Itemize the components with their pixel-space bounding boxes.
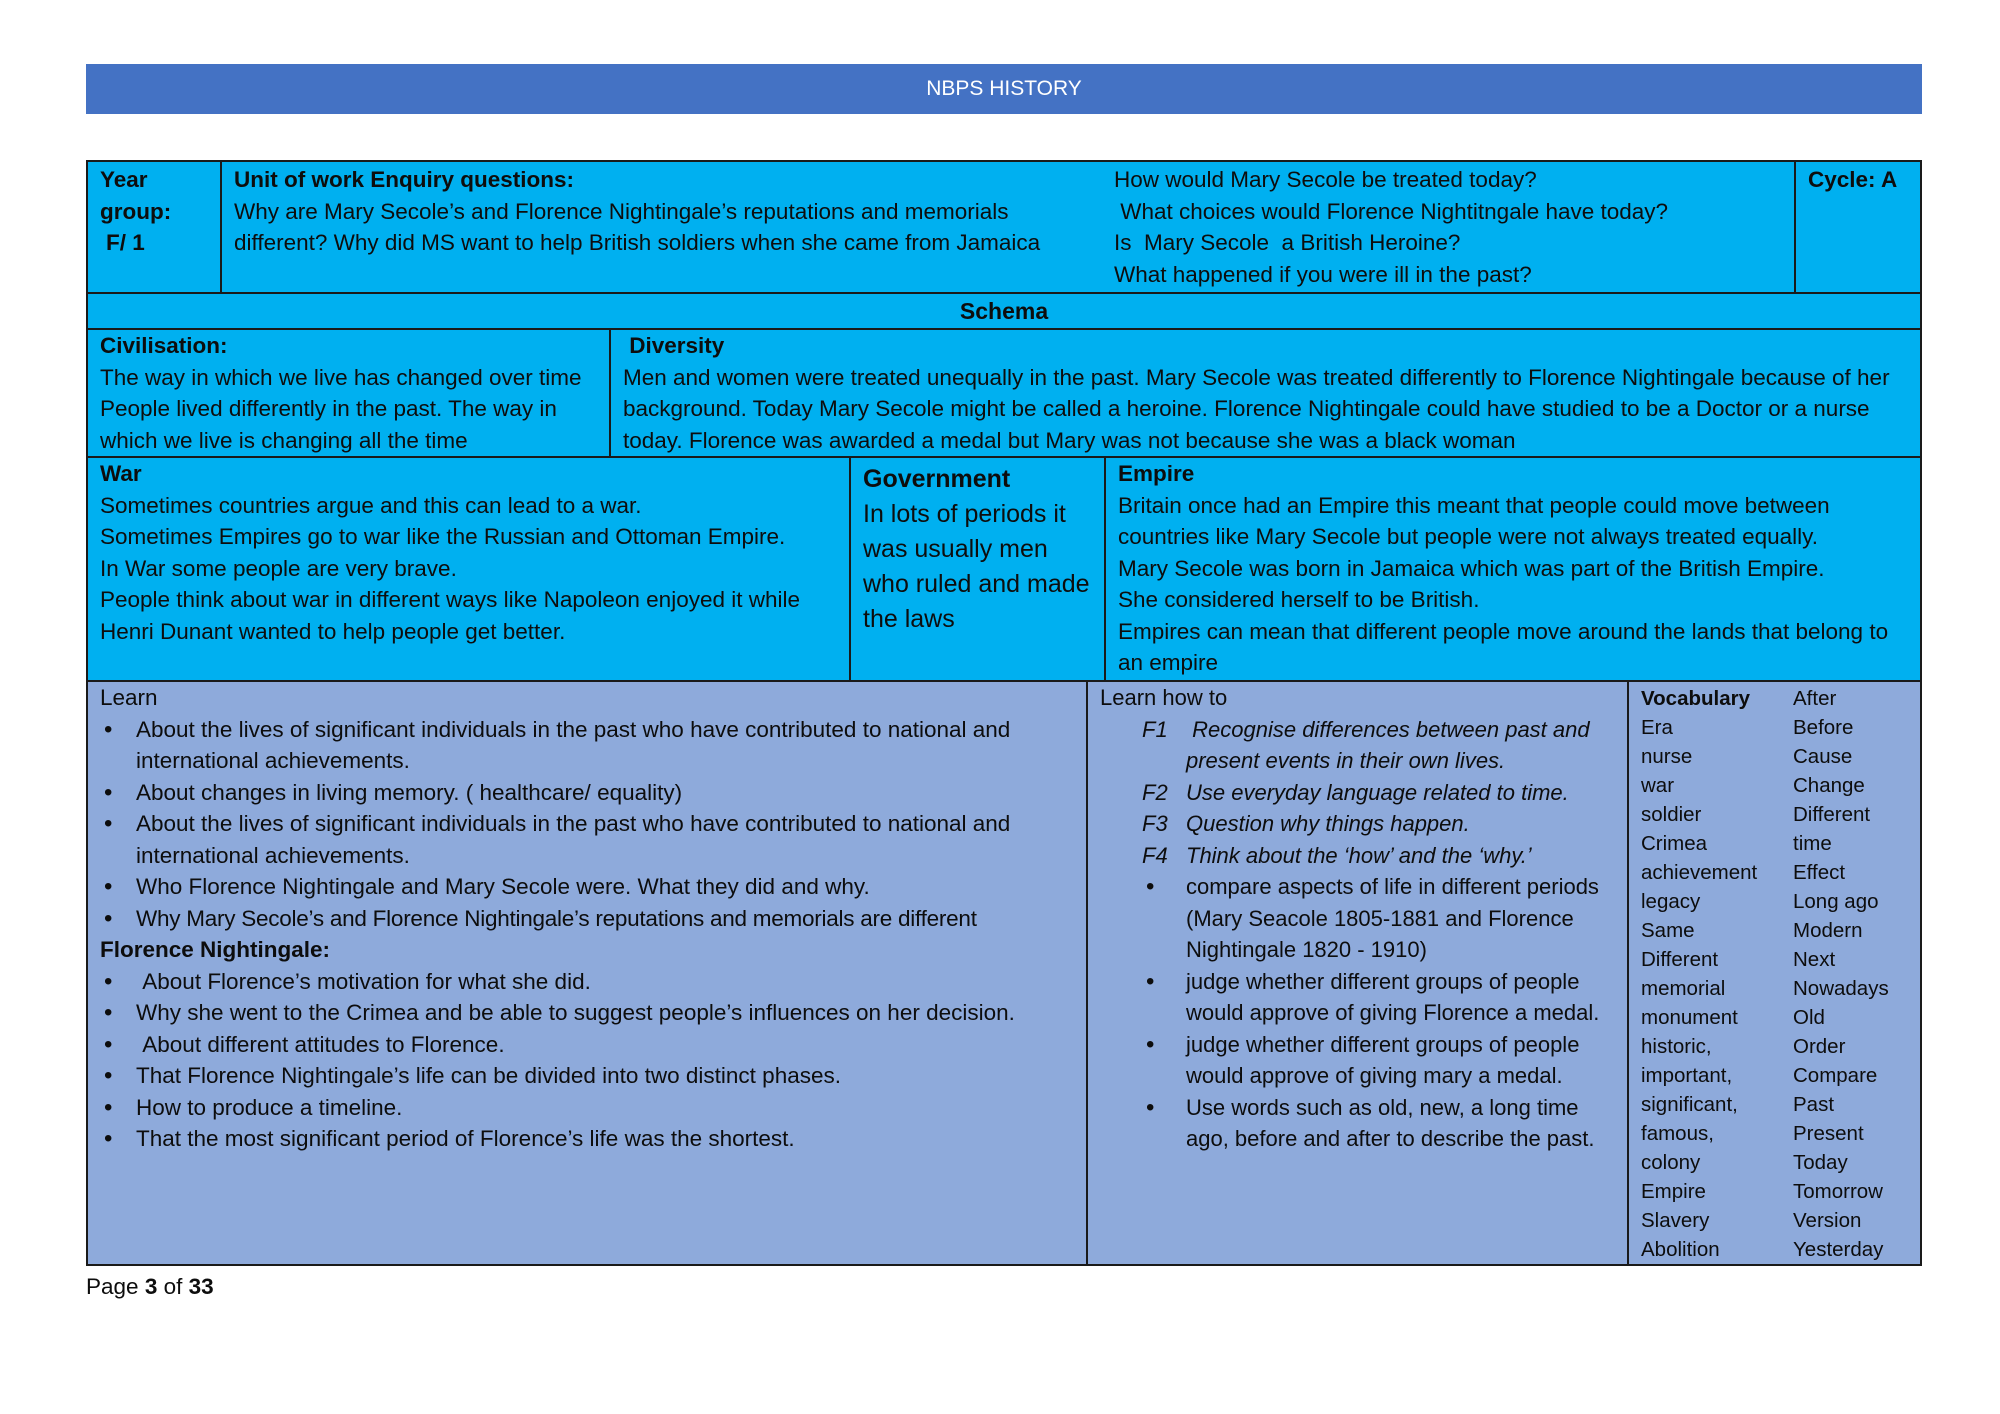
curriculum-table <box>86 160 1922 1266</box>
year-group-cell <box>88 162 220 292</box>
vocabulary-word: nurse <box>1641 745 1693 768</box>
learn-heading: Learn <box>100 685 158 710</box>
vocabulary-word: Long ago <box>1793 890 1879 913</box>
vocabulary-word: Abolition <box>1641 1238 1720 1261</box>
government-cell <box>849 456 1104 680</box>
unit-of-work-cell <box>220 162 1794 292</box>
florence-item: • Why she went to the Crimea and be able to suggest people’s influences on her decision. <box>100 997 1074 1029</box>
empire-line: Empires can mean that different people move around the lands that belong to an empire <box>1118 618 1889 675</box>
banner-title: NBPS HISTORY <box>926 77 1082 100</box>
vocabulary-word: famous, <box>1641 1122 1714 1145</box>
war-line: Sometimes Empires go to war like the Russian and Ottoman Empire. <box>100 524 786 549</box>
vocabulary-word: Change <box>1793 774 1865 797</box>
page-footer <box>86 1272 214 1302</box>
learn-list <box>100 714 1074 935</box>
page-total: 33 <box>188 1274 214 1299</box>
vocabulary-word: Tomorrow <box>1793 1180 1883 1203</box>
government-text: In lots of periods it was usually men who ruled and made the laws <box>863 500 1090 633</box>
vocabulary-word: Order <box>1793 1035 1846 1058</box>
empire-line: Mary Secole was born in Jamaica which was part of the British Empire. <box>1118 555 1825 581</box>
empire-line: She considered herself to be British. <box>1118 587 1480 612</box>
page-word: Page <box>86 1274 139 1299</box>
cycle-cell <box>1794 162 1920 292</box>
learn-how-item: • judge whether different groups of people would approve of giving Florence a medal. <box>1142 966 1615 1029</box>
enquiry-question: What happened if you were ill in the past? <box>1114 261 1532 287</box>
vocabulary-column-2 <box>1793 684 1889 1264</box>
diversity-cell <box>609 328 1920 456</box>
vocabulary-word: After <box>1793 687 1837 710</box>
learn-how-cell <box>1086 680 1627 1264</box>
florence-item: • How to produce a timeline. <box>100 1092 1074 1124</box>
civilisation-text: The way in which we live has changed over time People lived differently in the past. The way in which we live is changing all the time <box>100 364 582 453</box>
civilisation-cell <box>88 328 609 456</box>
skill-item <box>1142 714 1615 777</box>
skill-text: Think about the ‘how’ and the ‘why.’ <box>1186 842 1532 868</box>
vocabulary-word: Today <box>1793 1151 1848 1174</box>
vocabulary-word: Modern <box>1793 919 1863 942</box>
skill-item <box>1142 777 1615 809</box>
enquiry-question: Is Mary Secole a British Heroine? <box>1114 230 1461 255</box>
unit-of-work-text: Why are Mary Secole’s and Florence Nightingale’s reputations and memorials different? Why did MS want to help British soldiers when she came from Jamaica <box>234 198 1041 255</box>
schema-title: Schema <box>959 297 1049 324</box>
learn-item: • About changes in living memory. ( healthcare/ equality) <box>100 777 1074 809</box>
learn-how-heading: Learn how to <box>1100 685 1228 710</box>
vocabulary-word: soldier <box>1641 803 1702 826</box>
vocabulary-word: Next <box>1793 948 1836 971</box>
government-heading: Government <box>863 465 1011 493</box>
florence-item: • That the most significant period of Florence’s life was the shortest. <box>100 1123 1074 1155</box>
vocabulary-word: Effect <box>1793 861 1846 884</box>
vocabulary-word: Yesterday <box>1793 1238 1884 1261</box>
vocabulary-word: achievement <box>1641 861 1758 884</box>
war-line: In War some people are very brave. <box>100 555 457 581</box>
vocabulary-column-1 <box>1641 684 1757 1264</box>
learn-how-list <box>1142 871 1615 1155</box>
vocabulary-word: legacy <box>1641 890 1701 913</box>
vocabulary-word: Past <box>1793 1093 1835 1116</box>
learn-cell <box>88 680 1086 1264</box>
vocabulary-word: war <box>1641 774 1675 797</box>
war-cell <box>88 456 849 680</box>
cycle-label: Cycle: A <box>1808 167 1898 192</box>
vocabulary-word: Empire <box>1641 1180 1706 1203</box>
learn-how-item: • Use words such as old, new, a long time ago, before and after to describe the past. <box>1142 1092 1615 1155</box>
skill-code: F1 <box>1142 716 1168 742</box>
vocabulary-cell <box>1627 680 1920 1264</box>
learn-item: • About the lives of significant individuals in the past who have contributed to national and international achievements. <box>100 808 1074 871</box>
vocabulary-word: colony <box>1641 1151 1701 1174</box>
vocabulary-word: Crimea <box>1641 832 1708 855</box>
skill-text: Recognise differences between past and present events in their own lives. <box>1186 716 1596 773</box>
vocabulary-word: Era <box>1641 716 1673 739</box>
war-line: Sometimes countries argue and this can lead to a war. <box>100 492 642 518</box>
skill-item <box>1142 840 1615 872</box>
vocabulary-heading: Vocabulary <box>1641 687 1750 710</box>
skill-text: Question why things happen. <box>1186 811 1470 836</box>
vocabulary-word: monument <box>1641 1006 1738 1029</box>
skill-item <box>1142 808 1615 840</box>
vocabulary-word: Cause <box>1793 745 1853 768</box>
diversity-heading: Diversity <box>623 333 725 358</box>
war-heading: War <box>100 461 142 486</box>
learn-item: • About the lives of significant individuals in the past who have contributed to national and international achievements. <box>100 714 1074 777</box>
diversity-text: Men and women were treated unequally in the past. Mary Secole was treated differently to Florence Nightingale because of her background. Today Mary Secole might be called a heroine. Florence Nightingale could have studied to be a Doctor or a nurse today. Florence was awarded a medal but Mary was not because she was a black woman <box>623 364 1890 453</box>
enquiry-question: How would Mary Secole be treated today? <box>1114 167 1537 192</box>
empire-line: Britain once had an Empire this meant that people could move between countries like Mary Secole but people were not always treated equally. <box>1118 492 1830 549</box>
florence-item: • About different attitudes to Florence. <box>100 1029 1074 1061</box>
skill-text: Use everyday language related to time. <box>1186 779 1569 805</box>
vocabulary-word: Nowadays <box>1793 977 1889 1000</box>
unit-of-work-label: Unit of work Enquiry questions: <box>234 167 575 192</box>
learn-item: • Who Florence Nightingale and Mary Secole were. What they did and why. <box>100 871 1074 903</box>
vocabulary-word: Version <box>1793 1209 1862 1232</box>
florence-heading: Florence Nightingale: <box>100 937 331 962</box>
empire-cell <box>1104 456 1920 680</box>
florence-item: • About Florence’s motivation for what she did. <box>100 966 1074 998</box>
page-banner <box>86 64 1922 114</box>
empire-heading: Empire <box>1118 461 1195 486</box>
vocabulary-word: Compare <box>1793 1064 1878 1087</box>
vocabulary-word: significant, <box>1641 1093 1738 1116</box>
enquiry-questions <box>1114 164 1784 290</box>
skill-code: F4 <box>1142 842 1168 868</box>
learn-item: • Why Mary Secole’s and Florence Nightingale’s reputations and memorials are different <box>100 903 1074 935</box>
of-word: of <box>163 1274 183 1299</box>
schema-heading-cell <box>88 292 1920 328</box>
enquiry-question: What choices would Florence Nightitngale have today? <box>1114 198 1669 224</box>
vocabulary-word: Present <box>1793 1122 1864 1145</box>
year-group-label: Year group: <box>100 167 172 224</box>
vocabulary-word: memorial <box>1641 977 1726 1000</box>
vocabulary-word: Old <box>1793 1006 1825 1029</box>
florence-list <box>100 966 1074 1155</box>
vocabulary-word: time <box>1793 832 1832 855</box>
vocabulary-word: Same <box>1641 919 1695 942</box>
vocabulary-word: historic, <box>1641 1035 1712 1058</box>
learn-how-item: • compare aspects of life in different periods (Mary Seacole 1805-1881 and Florence Nightingale 1820 - 1910) <box>1142 871 1615 966</box>
florence-item: • That Florence Nightingale’s life can be divided into two distinct phases. <box>100 1060 1074 1092</box>
vocabulary-word: Slavery <box>1641 1209 1710 1232</box>
vocabulary-word: Before <box>1793 716 1854 739</box>
learn-how-item: • judge whether different groups of people would approve of giving mary a medal. <box>1142 1029 1615 1092</box>
skill-code: F2 <box>1142 779 1168 805</box>
war-line: People think about war in different ways like Napoleon enjoyed it while Henri Dunant wanted to help people get better. <box>100 587 801 644</box>
vocabulary-word: important, <box>1641 1064 1733 1087</box>
page-number: 3 <box>144 1274 158 1299</box>
year-group-value: F/ 1 <box>106 230 145 255</box>
vocabulary-word: Different <box>1793 803 1871 826</box>
skill-code: F3 <box>1142 811 1168 836</box>
civilisation-heading: Civilisation: <box>100 333 228 358</box>
vocabulary-word: Different <box>1641 948 1719 971</box>
